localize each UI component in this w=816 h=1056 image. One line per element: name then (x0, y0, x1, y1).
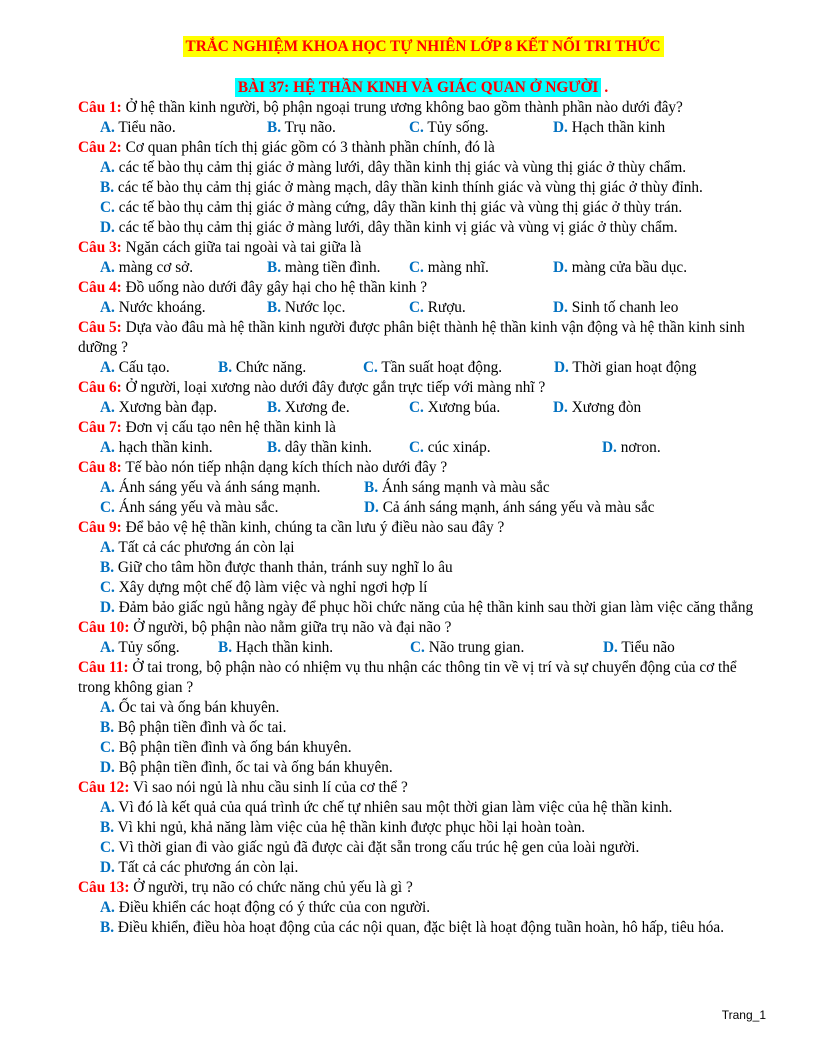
option-text: các tế bào thụ cảm thị giác ở màng mạch, dây thần kinh thính giác và vùng thị giác ở thùy đỉnh. (114, 179, 703, 196)
option-letter: D. (553, 259, 568, 276)
option-text: Ánh sáng mạnh và màu sắc (378, 479, 550, 496)
option-text: màng nhĩ. (423, 259, 489, 276)
option-d (603, 638, 753, 658)
option-letter: A. (100, 699, 115, 716)
question-text: Ở người, trụ não có chức năng chủ yếu là gì ? (129, 879, 413, 896)
option-letter: B. (267, 399, 282, 416)
option-letter: A. (100, 299, 115, 316)
question-label: Câu 2: (78, 139, 122, 156)
option-letter: C. (409, 399, 424, 416)
option-b (218, 638, 410, 658)
option-c (409, 258, 553, 278)
document-title (78, 34, 768, 60)
option-a (100, 298, 267, 318)
option-text: Tủy sống. (423, 119, 489, 136)
question-text: Đơn vị cấu tạo nên hệ thần kinh là (121, 419, 336, 436)
question-label: Câu 6: (78, 379, 122, 396)
option-text: cúc xináp. (423, 439, 491, 456)
option-d (553, 298, 753, 318)
option-letter: C. (100, 839, 115, 856)
question-7 (78, 418, 768, 438)
question-text: Vì sao nói ngủ là nhu cầu sinh lí của cơ thể ? (129, 779, 408, 796)
option-text: Tất cả các phương án còn lại (114, 539, 295, 556)
option-letter: A. (100, 439, 115, 456)
question-label: Câu 3: (78, 239, 122, 256)
option-text: màng cửa bầu dục. (567, 259, 688, 276)
option-c (363, 358, 554, 378)
option-text: hạch thần kinh. (114, 439, 213, 456)
option-letter: C. (409, 299, 424, 316)
question-label: Câu 7: (78, 419, 122, 436)
option-text: màng tiền đình. (281, 259, 381, 276)
option-a (78, 538, 768, 558)
option-d (78, 858, 768, 878)
question-1 (78, 98, 768, 118)
option-letter: A. (100, 119, 115, 136)
option-b (78, 718, 768, 738)
option-text: Bộ phận tiền đình và ống bán khuyên. (114, 739, 352, 756)
lesson-title-suffix: . (604, 79, 609, 96)
question-text: Ở hệ thần kinh người, bộ phận ngoại trung ương không bao gồm thành phần nào dưới đây? (121, 99, 683, 116)
option-letter: A. (100, 539, 115, 556)
option-b (267, 258, 409, 278)
option-letter: A. (100, 399, 115, 416)
option-text: các tế bào thụ cảm thị giác ở màng cứng, dây thần kinh thị giác và vùng thị giác ở thùy trán. (114, 199, 683, 216)
option-a (100, 438, 267, 458)
document-title-text: TRẮC NGHIỆM KHOA HỌC TỰ NHIÊN LỚP 8 KẾT NỐI TRI THỨC (183, 36, 664, 57)
option-d (553, 398, 753, 418)
option-d (364, 498, 784, 518)
option-letter: A. (100, 899, 115, 916)
option-text: Xương đòn (567, 399, 642, 416)
question-label: Câu 9: (78, 519, 122, 536)
option-row (78, 258, 768, 278)
option-c (409, 398, 553, 418)
question-4 (78, 278, 768, 298)
option-text: Ánh sáng yếu và màu sắc. (114, 499, 279, 516)
question-text: Đồ uống nào dưới đây gây hại cho hệ thần kinh ? (121, 279, 428, 296)
option-text: Đảm bảo giấc ngủ hằng ngày để phục hồi chức năng của hệ thần kinh sau thời gian làm việc căng thẳng (114, 599, 754, 616)
option-letter: D. (100, 219, 115, 236)
option-text: Cấu tạo. (114, 359, 170, 376)
question-label: Câu 12: (78, 779, 130, 796)
option-letter: C. (100, 739, 115, 756)
option-letter: C. (363, 359, 378, 376)
option-a (100, 398, 267, 418)
option-text: Tất cả các phương án còn lại. (114, 859, 299, 876)
option-a (78, 898, 768, 918)
option-c (409, 118, 553, 138)
question-label: Câu 13: (78, 879, 130, 896)
option-b (267, 118, 409, 138)
option-text: Nước khoáng. (114, 299, 206, 316)
question-label: Câu 1: (78, 99, 122, 116)
option-text: Rượu. (423, 299, 466, 316)
option-letter: B. (100, 719, 115, 736)
page-number: Trang_1 (721, 1008, 766, 1022)
option-text: nơron. (616, 439, 661, 456)
option-letter: D. (553, 299, 568, 316)
option-row (78, 398, 768, 418)
option-a (100, 258, 267, 278)
option-letter: A. (100, 799, 115, 816)
option-text: Xây dựng một chế độ làm việc và nghỉ ngơi hợp lí (114, 579, 428, 596)
option-text: Hạch thần kinh (567, 119, 666, 136)
option-letter: C. (100, 579, 115, 596)
option-text: Thời gian hoạt động (568, 359, 697, 376)
option-letter: B. (100, 559, 115, 576)
option-text: màng cơ sở. (114, 259, 194, 276)
question-text: Ở người, loại xương nào dưới đây được gắn trực tiếp với màng nhĩ ? (121, 379, 546, 396)
option-letter: D. (554, 359, 569, 376)
question-text: Dựa vào đâu mà hệ thần kinh người được phân biệt thành hệ thần kinh vận động và hệ thần kinh sinh dưỡng ? (78, 319, 745, 356)
option-b (267, 398, 409, 418)
option-letter: D. (100, 759, 115, 776)
option-text: Cả ánh sáng mạnh, ánh sáng yếu và màu sắc (378, 499, 655, 516)
option-letter: D. (364, 499, 379, 516)
option-d (78, 758, 768, 778)
option-text: Điều khiển, điều hòa hoạt động của các nội quan, đặc biệt là hoạt động tuần hoàn, hô hấp, tiêu hóa. (114, 919, 725, 936)
option-b (267, 438, 409, 458)
option-letter: B. (267, 299, 282, 316)
option-d (78, 218, 768, 238)
question-text: Ở người, bộ phận nào nằm giữa trụ não và đại não ? (129, 619, 452, 636)
option-letter: C. (409, 439, 424, 456)
option-row (78, 478, 768, 498)
question-text: Tế bào nón tiếp nhận dạng kích thích nào dưới đây ? (121, 459, 448, 476)
option-letter: B. (100, 179, 115, 196)
question-label: Câu 4: (78, 279, 122, 296)
option-letter: A. (100, 639, 115, 656)
option-letter: A. (100, 259, 115, 276)
option-a (78, 158, 768, 178)
option-letter: A. (100, 159, 115, 176)
option-letter: A. (100, 359, 115, 376)
question-label: Câu 5: (78, 319, 122, 336)
question-text: Cơ quan phân tích thị giác gồm có 3 thành phần chính, đó là (121, 139, 495, 156)
option-c (78, 738, 768, 758)
option-c (410, 638, 603, 658)
question-text: Ngăn cách giữa tai ngoài và tai giữa là (121, 239, 362, 256)
option-letter: A. (100, 479, 115, 496)
option-text: Tần suất hoạt động. (377, 359, 503, 376)
option-b (364, 478, 784, 498)
option-b (78, 918, 768, 938)
option-text: Xương búa. (423, 399, 501, 416)
option-c (409, 298, 553, 318)
option-text: Nước lọc. (281, 299, 346, 316)
option-c (78, 578, 768, 598)
option-b (78, 178, 768, 198)
option-letter: B. (218, 639, 233, 656)
option-letter: D. (602, 439, 617, 456)
option-letter: D. (603, 639, 618, 656)
option-text: Xương bàn đạp. (114, 399, 218, 416)
option-text: Bộ phận tiền đình và ốc tai. (114, 719, 287, 736)
option-d (553, 258, 753, 278)
option-text: Vì đó là kết quả của quá trình ức chế tự nhiên sau một thời gian làm việc của hệ thần kinh. (114, 799, 673, 816)
option-d (602, 438, 752, 458)
option-letter: C. (409, 119, 424, 136)
option-letter: D. (553, 119, 568, 136)
option-text: Ánh sáng yếu và ánh sáng mạnh. (114, 479, 321, 496)
question-text: Ở tai trong, bộ phận nào có nhiệm vụ thu nhận các thông tin về vị trí và sự chuyển động của cơ thể trong không gian ? (78, 659, 737, 696)
option-text: Não trung gian. (424, 639, 525, 656)
question-text: Để bảo vệ hệ thần kinh, chúng ta cần lưu ý điều nào sau đây ? (121, 519, 505, 536)
question-11 (78, 658, 768, 698)
question-10 (78, 618, 768, 638)
option-d (554, 358, 754, 378)
option-row (78, 118, 768, 138)
option-row (78, 638, 768, 658)
question-12 (78, 778, 768, 798)
option-text: Tiểu não. (114, 119, 176, 136)
question-5 (78, 318, 768, 358)
option-text: Trụ não. (281, 119, 336, 136)
option-b (78, 558, 768, 578)
option-letter: C. (410, 639, 425, 656)
lesson-title (78, 78, 768, 98)
question-label: Câu 10: (78, 619, 130, 636)
option-a (100, 478, 364, 498)
option-text: dây thần kinh. (281, 439, 372, 456)
option-letter: C. (409, 259, 424, 276)
option-letter: B. (100, 919, 115, 936)
option-letter: B. (267, 119, 282, 136)
option-text: Bộ phận tiền đình, ốc tai và ống bán khuyên. (114, 759, 393, 776)
option-letter: B. (218, 359, 233, 376)
option-text: Giữ cho tâm hồn được thanh thản, tránh suy nghĩ lo âu (114, 559, 453, 576)
option-letter: B. (364, 479, 379, 496)
option-a (100, 638, 218, 658)
question-6 (78, 378, 768, 398)
option-text: Xương đe. (281, 399, 350, 416)
option-c (409, 438, 602, 458)
option-letter: D. (100, 859, 115, 876)
option-row (78, 298, 768, 318)
question-13 (78, 878, 768, 898)
option-text: Vì khi ngủ, khả năng làm việc của hệ thần kinh được phục hồi lại hoàn toàn. (114, 819, 586, 836)
question-9 (78, 518, 768, 538)
option-row (78, 438, 768, 458)
option-text: Tiểu não (617, 639, 675, 656)
option-text: Vì thời gian đi vào giấc ngủ đã được cài đặt sẵn trong cấu trúc hệ gen của loài người. (114, 839, 640, 856)
option-letter: B. (267, 259, 282, 276)
option-letter: D. (100, 599, 115, 616)
option-text: Sinh tố chanh leo (567, 299, 679, 316)
option-text: các tế bào thụ cảm thị giác ở màng lưới, dây thần kinh vị giác và vùng vị giác ở thùy chẩm. (114, 219, 678, 236)
question-2 (78, 138, 768, 158)
option-b (218, 358, 363, 378)
option-c (100, 498, 364, 518)
option-text: Tủy sống. (114, 639, 180, 656)
option-letter: B. (267, 439, 282, 456)
option-d (78, 598, 768, 618)
option-c (78, 838, 768, 858)
option-letter: C. (100, 499, 115, 516)
option-b (267, 298, 409, 318)
option-text: Ốc tai và ống bán khuyên. (114, 699, 280, 716)
option-letter: D. (553, 399, 568, 416)
option-letter: B. (100, 819, 115, 836)
option-text: Hạch thần kinh. (232, 639, 334, 656)
option-a (100, 118, 267, 138)
option-c (78, 198, 768, 218)
option-d (553, 118, 753, 138)
question-8 (78, 458, 768, 478)
option-a (78, 798, 768, 818)
option-a (100, 358, 218, 378)
option-b (78, 818, 768, 838)
option-text: Chức năng. (232, 359, 307, 376)
question-label: Câu 8: (78, 459, 122, 476)
option-text: các tế bào thụ cảm thị giác ở màng lưới, dây thần kinh thị giác và vùng thị giác ở thùy chẩm. (114, 159, 687, 176)
question-label: Câu 11: (78, 659, 129, 676)
option-letter: C. (100, 199, 115, 216)
option-row (78, 358, 768, 378)
question-3 (78, 238, 768, 258)
lesson-title-text: BÀI 37: HỆ THẦN KINH VÀ GIÁC QUAN Ở NGƯỜI (235, 78, 602, 97)
option-text: Điều khiển các hoạt động có ý thức của con người. (114, 899, 431, 916)
option-a (78, 698, 768, 718)
question-list (78, 98, 768, 938)
option-row (78, 498, 768, 518)
